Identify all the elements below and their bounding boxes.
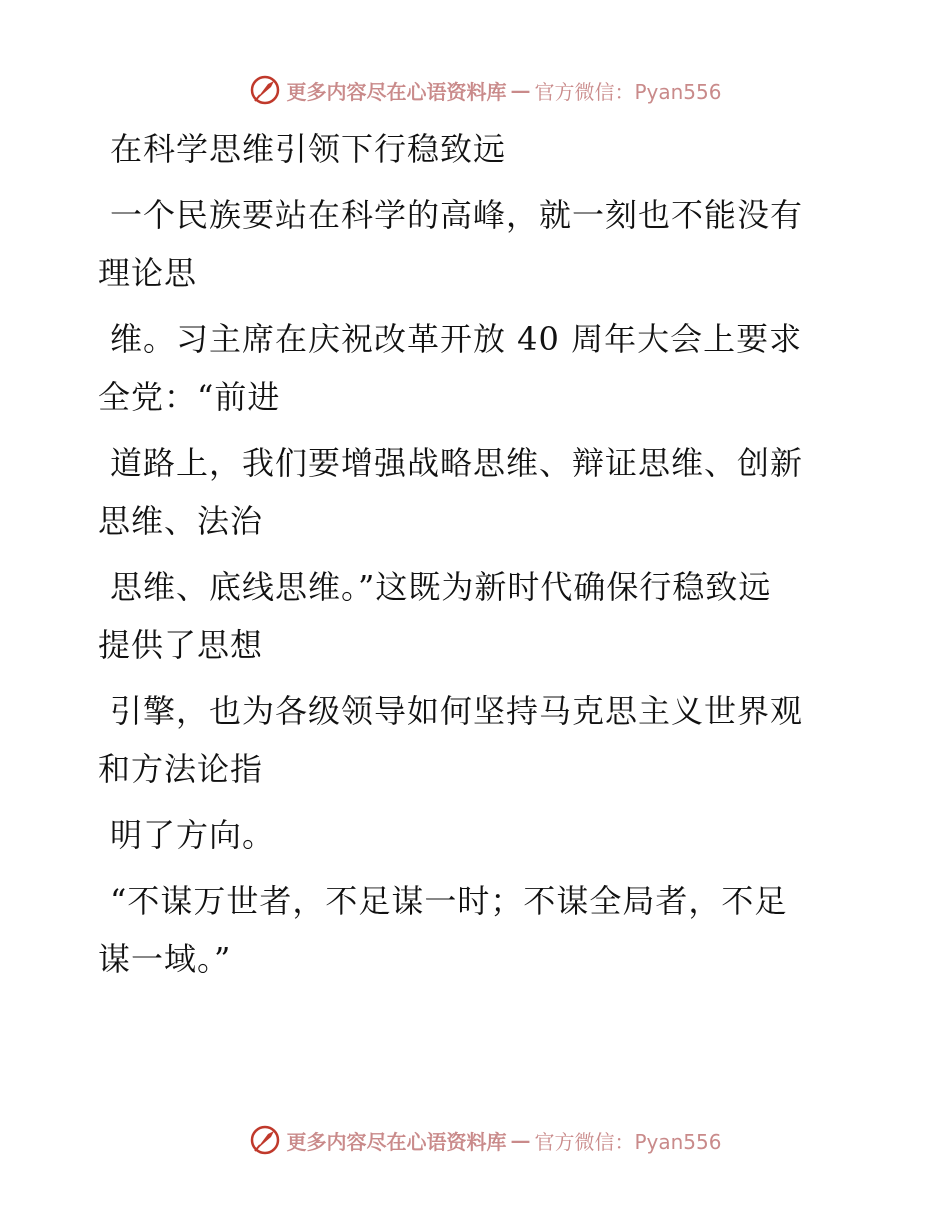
header-banner <box>0 70 950 110</box>
text-line-13: 谋一域。” <box>98 940 232 978</box>
footer-banner-content <box>248 1123 721 1157</box>
text-line-4: 全党：“前进 <box>98 378 281 416</box>
header-banner-separator: — <box>510 78 531 102</box>
header-banner-text: 更多内容尽在心语资料库 <box>286 79 507 104</box>
header-banner-content <box>248 73 721 107</box>
text-line-9: 引擎，也为各级领导如何坚持马克思主义世界观 <box>110 692 804 730</box>
text-line-12: “不谋万世者，不足谋一时；不谋全局者，不足 <box>110 882 788 920</box>
text-line-8: 提供了思想 <box>98 626 264 664</box>
text-line-7: 思维、底线思维。”这既为新时代确保行稳致远 <box>110 568 772 606</box>
footer-banner-separator: — <box>510 1128 531 1152</box>
text-line-10: 和方法论指 <box>98 750 264 788</box>
footer-banner-text: 更多内容尽在心语资料库 <box>286 1129 507 1154</box>
text-line-11: 明了方向。 <box>110 816 276 854</box>
text-line-6: 思维、法治 <box>98 502 264 540</box>
document-body <box>98 120 838 988</box>
text-line-5: 道路上，我们要增强战略思维、辩证思维、创新 <box>110 444 804 482</box>
document-title: 在科学思维引领下行稳致远 <box>110 130 507 168</box>
pen-nib-logo-icon <box>248 1123 282 1157</box>
text-line-3: 维。习主席在庆祝改革开放 40 周年大会上要求 <box>110 320 803 358</box>
footer-banner <box>0 1120 950 1160</box>
header-banner-wechat: 官方微信：Pyan556 <box>534 79 722 104</box>
text-line-1: 一个民族要站在科学的高峰，就一刻也不能没有 <box>110 196 804 234</box>
footer-banner-wechat: 官方微信：Pyan556 <box>534 1129 722 1154</box>
pen-nib-logo-icon <box>248 73 282 107</box>
text-line-2: 理论思 <box>98 254 198 292</box>
